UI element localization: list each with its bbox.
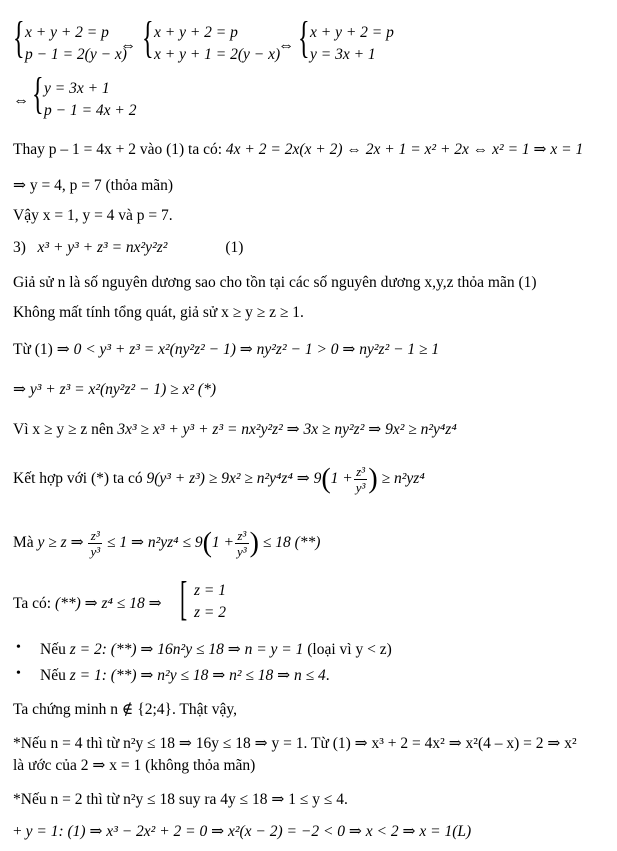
line-case-z1: Nếu z = 1: (**) ⇒ n²y ≤ 18 ⇒ n² ≤ 18 ⇒ n ≤ 4. [40, 667, 330, 684]
equation: y = 3x + 1 [44, 80, 110, 97]
equation: x + y + 2 = p [25, 24, 109, 41]
equivalence-arrow: ⇔ [120, 37, 136, 54]
fraction: $\frac{\text{z³}}{\text{y³}}$ [90, 528, 101, 559]
equivalence-arrow: ⇔ [278, 37, 294, 54]
line-star: ⇒ y³ + z³ = x²(ny²z² − 1) ≥ x² (*) [13, 381, 216, 398]
case: z = 1 [194, 582, 226, 599]
line-combine: Kết hợp với (*) ta có 9(y³ + z³) ≥ 9x² ≥ n²y⁴z⁴ ⇒ 9(1 + $\frac{\text{z³}}{\text{y³}}$ ) ≥ n²yz⁴ [13, 463, 425, 495]
line-case-z2: Nếu z = 2: (**) ⇒ 16n²y ≤ 18 ⇒ n = y = 1 (loại vì y < z) [40, 641, 392, 658]
line-case-n4: *Nếu n = 4 thì từ n²y ≤ 18 ⇒ 16y ≤ 18 ⇒ y = 1. Từ (1) ⇒ x³ + 2 = 4x² ⇒ x²(4 – x) = 2 ⇒ x² [13, 735, 577, 752]
equation: p − 1 = 2(y − x) [25, 46, 127, 63]
line-substitute: Thay p – 1 = 4x + 2 vào (1) ta có: 4x + 2 = 2x(x + 2) ⇔ 2x + 1 = x² + 2x ⇔ x² = 1 ⇒ x = 1 [13, 141, 584, 158]
equation: x + y + 2 = p [154, 24, 238, 41]
equation: x + y + 2 = p [310, 24, 394, 41]
equation: y = 3x + 1 [310, 46, 376, 63]
equivalence-arrow: ⇔ [13, 92, 29, 109]
line-prove: Ta chứng minh n ∉ {2;4}. Thật vậy, [13, 701, 237, 718]
fraction: $\frac{\text{z³}}{\text{y³}}$ [237, 528, 247, 559]
line-assumption: Giả sử n là số nguyên dương sao cho tồn tại các số nguyên dương x,y,z thỏa mãn (1) [13, 274, 537, 291]
brace: { [298, 13, 310, 62]
bullet-icon: • [16, 640, 21, 655]
line-problem-3: 3) x³ + y³ + z³ = nx²y²z² (1) [13, 239, 244, 256]
line-case-n4-cont: là ước của 2 ⇒ x = 1 (không thỏa mãn) [13, 757, 256, 774]
line-y1: + y = 1: (1) ⇒ x³ − 2x² + 2 = 0 ⇒ x²(x − 2) = −2 < 0 ⇒ x < 2 ⇒ x = 1(L) [13, 823, 472, 840]
bracket: [ [180, 572, 188, 625]
line-result: ⇒ y = 4, p = 7 (thỏa mãn) [13, 177, 174, 194]
line-conclusion: Vậy x = 1, y = 4 và p = 7. [13, 207, 173, 224]
line-from-1: Từ (1) ⇒ 0 < y³ + z³ = x²(ny²z² − 1) ⇒ ny²z² − 1 > 0 ⇒ ny²z² − 1 ≥ 1 [13, 341, 440, 358]
line-but: Mà y ≥ z ⇒ $\frac{\text{z³}}{\text{y³}}$ ≤ 1 ⇒ n²yz⁴ ≤ 9(1 + $\frac{\text{z³}}{\text{y³}}$ ) ≤ 18 (**) [13, 527, 321, 559]
equation: p − 1 = 4x + 2 [44, 102, 137, 119]
line-case-n2: *Nếu n = 2 thì từ n²y ≤ 18 suy ra 4y ≤ 18 ⇒ 1 ≤ y ≤ 4. [13, 791, 348, 808]
case: z = 2 [194, 604, 226, 621]
brace: { [32, 69, 44, 118]
brace: { [13, 13, 25, 62]
line-since: Vì x ≥ y ≥ z nên 3x³ ≥ x³ + y³ + z³ = nx²y²z² ⇒ 3x ≥ ny²z² ⇒ 9x² ≥ n²y⁴z⁴ [13, 421, 457, 438]
line-we-have: Ta có: (**) ⇒ z⁴ ≤ 18 ⇒ [13, 595, 162, 612]
bullet-icon: • [16, 666, 21, 681]
line-wlog: Không mất tính tổng quát, giả sử x ≥ y ≥ z ≥ 1. [13, 304, 304, 321]
brace: { [142, 13, 154, 62]
equation: x + y + 1 = 2(y − x) [154, 46, 281, 63]
fraction: $\frac{\text{z³}}{\text{y³}}$ [355, 464, 366, 495]
